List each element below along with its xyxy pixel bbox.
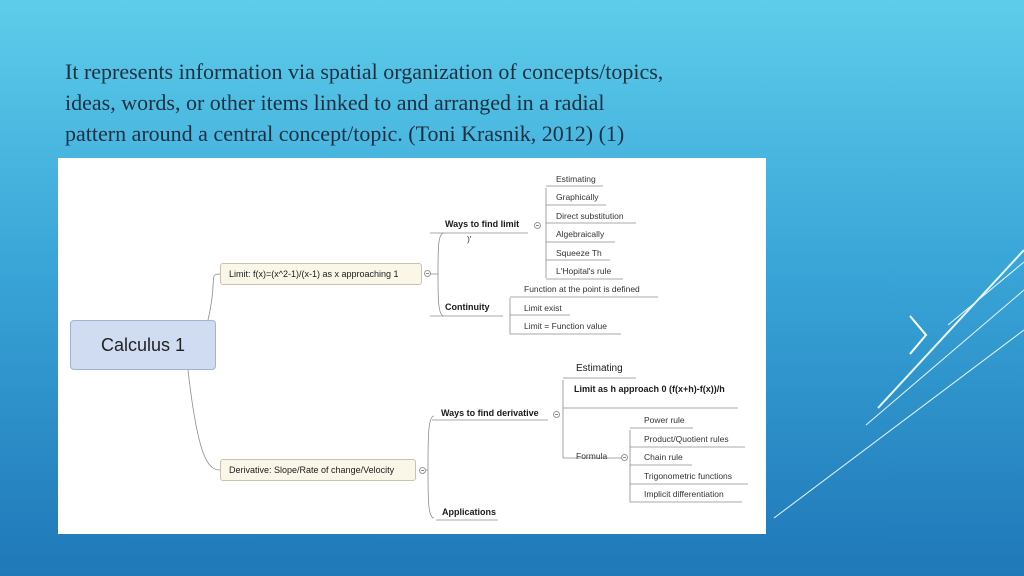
leaf-power-rule: Power rule xyxy=(644,415,685,425)
leaf-lhopitals-rule: L'Hopital's rule xyxy=(556,266,612,276)
leaf-derivative-estimating: Estimating xyxy=(576,363,623,374)
formula-node: Formula xyxy=(576,451,608,461)
collapse-toggle-icon[interactable] xyxy=(553,411,560,418)
leaf-graphically: Graphically xyxy=(556,192,599,202)
collapse-toggle-icon[interactable] xyxy=(621,454,628,461)
leaf-limit-equals-function-value: Limit = Function value xyxy=(524,321,607,331)
ways-to-find-limit-node: Ways to find limit xyxy=(445,219,520,229)
leaf-estimating: Estimating xyxy=(556,174,596,184)
mind-map xyxy=(58,158,766,534)
ways-to-find-derivative-node: Ways to find derivative xyxy=(441,408,539,418)
collapse-toggle-icon[interactable] xyxy=(534,222,541,229)
collapse-toggle-icon[interactable] xyxy=(424,270,431,277)
title-line-3: pattern around a central concept/topic. (Toni Krasnik, 2012) (1) xyxy=(65,121,625,146)
title-line-2: ideas, words, or other items linked to and arranged in a radial xyxy=(65,90,605,115)
slide-title xyxy=(65,56,805,149)
derivative-node: Derivative: Slope/Rate of change/Velocity xyxy=(220,459,416,481)
limit-node: Limit: f(x)=(x^2-1)/(x-1) as x approaching 1 xyxy=(220,263,422,285)
central-node: Calculus 1 xyxy=(70,320,216,370)
leaf-squeeze-theorem: Squeeze Th xyxy=(556,248,602,258)
leaf-limit-definition: Limit as h approach 0 (f(x+h)-f(x))/h xyxy=(574,384,725,394)
leaf-algebraically: Algebraically xyxy=(556,229,605,239)
applications-node: Applications xyxy=(442,507,497,517)
continuity-node: Continuity xyxy=(445,302,490,312)
stray-mark: )' xyxy=(467,234,472,244)
leaf-direct-substitution: Direct substitution xyxy=(556,211,624,221)
leaf-function-defined: Function at the point is defined xyxy=(524,284,640,294)
leaf-implicit-differentiation: Implicit differentiation xyxy=(644,489,724,499)
collapse-toggle-icon[interactable] xyxy=(419,467,426,474)
leaf-product-quotient-rules: Product/Quotient rules xyxy=(644,434,729,444)
chevron-right-icon xyxy=(910,316,926,354)
leaf-trigonometric-functions: Trigonometric functions xyxy=(644,471,733,481)
leaf-limit-exist: Limit exist xyxy=(524,303,562,313)
leaf-chain-rule: Chain rule xyxy=(644,452,683,462)
title-line-1: It represents information via spatial organization of concepts/topics, xyxy=(65,59,664,84)
